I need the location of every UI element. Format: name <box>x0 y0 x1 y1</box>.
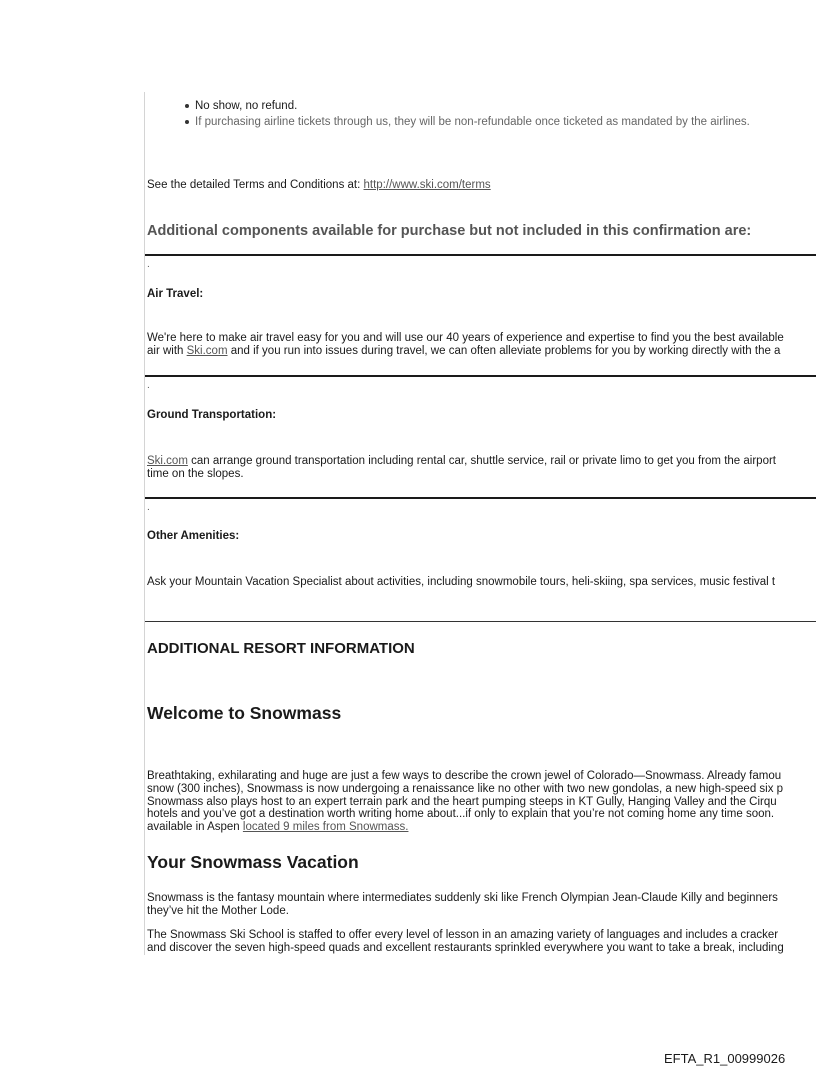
separator-dot: . <box>147 380 150 391</box>
vacation-heading: Your Snowmass Vacation <box>147 852 359 872</box>
policy-bullet-list <box>145 98 750 130</box>
air-travel-heading: Air Travel: <box>147 288 204 300</box>
terms-line: See the detailed Terms and Conditions at: http://www.ski.com/terms <box>147 179 491 191</box>
ground-transport-text: Ski.com can arrange ground transportation including rental car, shuttle service, rail or private limo to get you from the airport time on the slopes. <box>147 455 776 480</box>
separator-dot: . <box>147 259 150 270</box>
separator-dot: . <box>147 502 150 513</box>
other-amenities-text: Ask your Mountain Vacation Specialist about activities, including snowmobile tours, heli-skiing, spa services, music festival t <box>147 576 776 588</box>
distance-link[interactable]: located 9 miles from Snowmass. <box>242 821 409 834</box>
divider <box>145 254 816 256</box>
other-amenities-heading: Other Amenities: <box>147 530 240 542</box>
divider <box>145 497 816 499</box>
ski-com-link[interactable]: Ski.com <box>186 344 228 357</box>
terms-link[interactable]: http://www.ski.com/terms <box>363 179 491 191</box>
vacation-text-1: Snowmass is the fantasy mountain where intermediates suddenly ski like French Olympian Jean-Claude Killy and beginners they’ve hit the Mother Lode. <box>147 892 778 917</box>
welcome-text: Breathtaking, exhilarating and huge are just a few ways to describe the crown jewel of Colorado—Snowmass. Already famou snow (300 inches), Snowmass is now undergoing a renaissance like no other with two new gondolas, a new high-speed six p Snowmass also plays host to an expert terrain park and the heart pumping steeps in KT Gully, Hanging Valley and the Cirqu hotels and you’ve got a destination worth writing home about...if only to explain that you’re not coming home any time soon. available in Aspen located 9 miles from Snowmass. <box>147 770 784 834</box>
divider <box>145 375 816 377</box>
resort-info-heading: ADDITIONAL RESORT INFORMATION <box>147 640 415 657</box>
welcome-heading: Welcome to Snowmass <box>147 703 342 723</box>
list-item: No show, no refund. <box>145 98 750 114</box>
air-travel-text: We're here to make air travel easy for you and will use our 40 years of experience and expertise to find you the best available air with Ski.com and if you run into issues during travel, we can often alleviate problems for you by working directly with the a <box>147 332 784 357</box>
document-id: EFTA_R1_00999026 <box>664 1051 786 1066</box>
ski-com-link[interactable]: Ski.com <box>147 455 188 467</box>
components-heading: Additional components available for purchase but not included in this confirmation are: <box>147 223 752 239</box>
vacation-text-2: The Snowmass Ski School is staffed to offer every level of lesson in an amazing variety of languages and includes a cracker and discover the seven high-speed quads and excellent restaurants sprinkled everywhere you want to take a break, including <box>147 929 784 954</box>
divider <box>145 621 816 622</box>
email-content <box>144 92 816 955</box>
list-item: If purchasing airline tickets through us, they will be non-refundable once ticketed as mandated by the airlines. <box>145 114 750 130</box>
ground-transport-heading: Ground Transportation: <box>147 409 277 421</box>
